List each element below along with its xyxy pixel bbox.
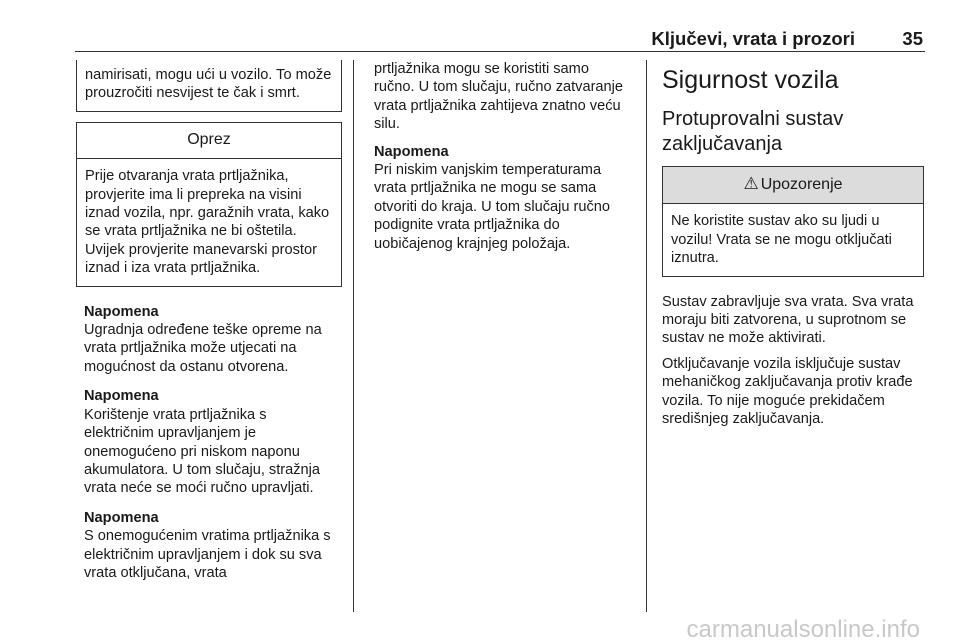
note-label: Napomena: [84, 509, 159, 526]
note-text: Ugradnja određene teške opreme na vrata prtljažnika može utjecati na mogućnost da ostanu otvorena.: [84, 322, 322, 375]
column-divider-1: [353, 60, 354, 612]
running-title: Ključevi, vrata i prozori: [651, 28, 855, 49]
note-text: Pri niskim vanjskim temperaturama vrata prtljažnika ne mogu se sama otvoriti do kraja. U tom slučaju ručno podignite vrata prtljažnika do uobičajenog krajnjeg položaja.: [374, 162, 611, 252]
warning-continuation-box: [76, 60, 342, 112]
caution-text: Prije otvaranja vrata prtljažnika, provjerite ima li prepreka na visini iznad vozila, npr. garažnih vrata, kako se vrata prtljažnika ne bi oštetila. Uvijek provjerite manevarski prostor iznad i iza vrata prtljažnika.: [85, 168, 330, 277]
note-text: S onemogućenim vratima prtljažnika s električnim upravljanjem i dok su sva vrata otključana, vrata: [84, 528, 331, 581]
note-label: Napomena: [84, 303, 159, 320]
note-4: [374, 143, 632, 253]
caution-title: Oprez: [77, 123, 341, 159]
column-2: [374, 60, 632, 253]
section-heading: Sigurnost vozila: [662, 66, 839, 94]
column-1: [84, 60, 340, 582]
column-divider-2: [646, 60, 647, 612]
paragraph-2: Otključavanje vozila isključuje sustav mehaničkog zaključavanja protiv krađe vozila. To nije moguće prekidačem središnjeg zaključavanja.: [662, 355, 913, 428]
subsection-heading: Protuprovalni sustav zaključavanja: [662, 108, 844, 155]
page-number: 35: [902, 28, 923, 49]
continued-warning-text: namirisati, mogu ući u vozilo. To može prouzročiti nesvijest te čak i smrt.: [85, 67, 332, 102]
caution-box: [76, 122, 342, 287]
note-2: [84, 387, 340, 497]
header-rule: [75, 51, 925, 52]
warning-box: [662, 166, 924, 277]
note-label: Napomena: [84, 388, 159, 405]
warning-header: [663, 167, 923, 204]
note-3: [84, 509, 340, 583]
page-header: [75, 28, 925, 52]
continued-note-text: prtljažnika mogu se koristiti samo ručno. U tom slučaju, ručno zatvaranje vrata prtljažnika zahtijeva znatno veću silu.: [374, 61, 624, 133]
note-label: Napomena: [374, 143, 449, 160]
watermark: carmanualsonline.info: [686, 616, 920, 643]
paragraph-1: Sustav zabravljuje sva vrata. Sva vrata moraju biti zatvorena, u suprotnom se sustav ne može aktivirati.: [662, 293, 914, 347]
warning-triangle-icon: ⚠: [743, 174, 759, 193]
note-text: Korištenje vrata prtljažnika s električnim upravljanjem je onemogućeno pri niskom naponu akumulatora. U tom slučaju, stražnja vrata neće se moći ručno upravljati.: [84, 406, 321, 497]
note-1: [84, 303, 340, 377]
column-3: [662, 60, 928, 428]
warning-title: Upozorenje: [760, 176, 843, 193]
warning-text: Ne koristite sustav ako su ljudi u vozilu! Vrata se ne mogu otključati iznutra.: [671, 213, 892, 267]
